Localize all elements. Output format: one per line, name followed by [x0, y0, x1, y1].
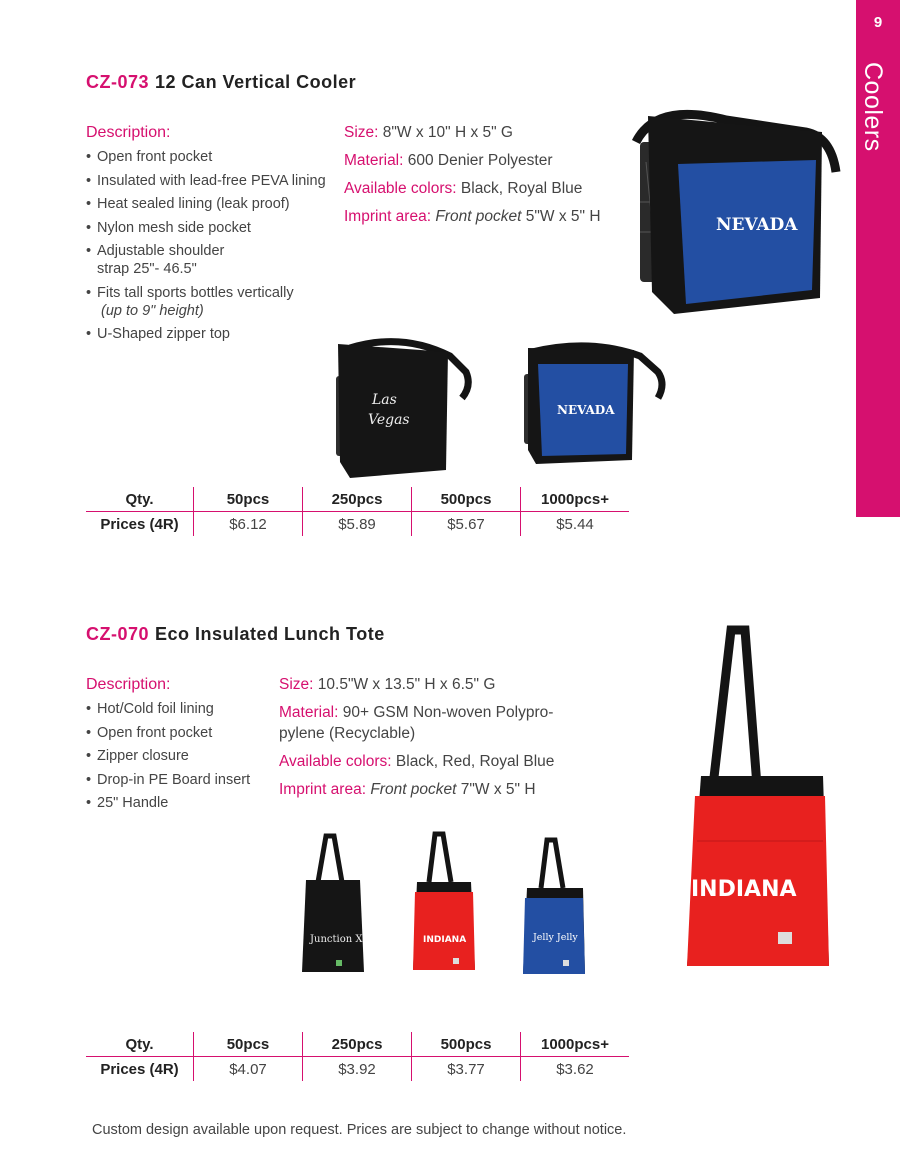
tote-handle [713, 630, 757, 786]
tote-main-image [683, 626, 833, 971]
price-label: Prices (4R) [100, 515, 179, 533]
page-number: 9 [873, 14, 883, 31]
product-name: 12 Can Vertical Cooler [155, 72, 357, 92]
price-table [86, 1032, 629, 1081]
recycle-icon [563, 960, 569, 966]
footer-note: Custom design available upon request. Prices are subject to change without notice. [92, 1122, 627, 1138]
recycle-icon [336, 960, 342, 966]
price-cell: $3.77 [412, 1057, 521, 1082]
price-cell: $5.89 [303, 512, 412, 537]
imprint-text: INDIANA [691, 877, 797, 902]
svg-text:INDIANA: INDIANA [423, 935, 467, 945]
spec-material: Material: 600 Denier Polyester [344, 152, 553, 169]
feature-item: • U-Shaped zipper top [86, 325, 337, 343]
tote-body [413, 892, 475, 970]
product-name: Eco Insulated Lunch Tote [155, 624, 385, 644]
qty-cell: 250pcs [303, 1032, 412, 1057]
qty-cell: 50pcs [194, 487, 303, 512]
svg-text:Vegas: Vegas [368, 412, 410, 428]
price-cell: $5.44 [521, 512, 630, 537]
spec-block [344, 122, 601, 234]
description-heading: Description: [86, 676, 171, 693]
cooler-main-image [626, 102, 848, 320]
price-cell: $3.92 [303, 1057, 412, 1082]
feature-list [86, 148, 337, 349]
tote-blue-image [521, 836, 589, 981]
feature-item: • Open front pocket [86, 148, 337, 166]
spec-imprint: Imprint area: Front pocket 5"W x 5" H [344, 208, 601, 225]
spec-colors: Available colors: Black, Royal Blue [344, 180, 583, 197]
qty-cell: 50pcs [194, 1032, 303, 1057]
spec-material: Material: 90+ GSM Non-woven Polypro- pylene (Recyclable) [279, 704, 554, 742]
feature-item [86, 242, 337, 278]
price-cell: $6.12 [194, 512, 303, 537]
cooler-blue-image [520, 344, 668, 468]
feature-item: • Zipper closure [86, 747, 337, 765]
spec-colors: Available colors: Black, Red, Royal Blue [279, 753, 555, 770]
spec-size: Size: 8"W x 10" H x 5" G [344, 124, 513, 141]
feature-item: • Drop-in PE Board insert [86, 771, 337, 789]
price-cell: $3.62 [521, 1057, 630, 1082]
feature-item: • Insulated with lead-free PEVA lining [86, 172, 337, 190]
feature-item: • Nylon mesh side pocket [86, 219, 337, 237]
qty-cell: 500pcs [412, 487, 521, 512]
qty-cell: 1000pcs+ [521, 1032, 630, 1057]
feature-item: • 25" Handle [86, 794, 337, 812]
cooler-black-image [332, 336, 472, 482]
description-heading: Description: [86, 124, 171, 141]
price-table [86, 487, 629, 536]
qty-label: Qty. [86, 1032, 194, 1057]
qty-label: Qty. [86, 487, 194, 512]
svg-text:Junction X: Junction X [310, 934, 363, 945]
feature-line: Adjustable shoulder [97, 243, 225, 259]
feature-item: • Hot/Cold foil lining [86, 700, 337, 718]
tote-black-image [300, 832, 368, 977]
product-title [86, 624, 385, 645]
qty-cell: 500pcs [412, 1032, 521, 1057]
tote-red-image [411, 830, 479, 975]
product-title [86, 72, 356, 93]
imprint-text: NEVADA [716, 215, 798, 235]
spec-block [279, 674, 554, 807]
feature-item [86, 284, 337, 320]
recycle-icon [778, 932, 792, 944]
cooler-body [338, 344, 448, 478]
section-label: Coolers [859, 62, 887, 152]
qty-cell: 250pcs [303, 487, 412, 512]
section-sidebar [856, 0, 900, 517]
feature-item: • Heat sealed lining (leak proof) [86, 195, 337, 213]
tote-body [302, 880, 364, 972]
recycle-icon [453, 958, 459, 964]
svg-text:Jelly Jelly: Jelly Jelly [533, 932, 578, 943]
feature-line: strap 25"- 46.5" [97, 261, 197, 277]
price-label: Prices (4R) [100, 1060, 179, 1078]
product-code: CZ-073 [86, 72, 150, 92]
svg-text:Las: Las [372, 392, 397, 408]
price-cell: $4.07 [194, 1057, 303, 1082]
feature-item: • Open front pocket [86, 724, 337, 742]
spec-size: Size: 10.5"W x 13.5" H x 6.5" G [279, 676, 496, 693]
feature-line: Fits tall sports bottles vertically [97, 284, 294, 301]
svg-text:NEVADA: NEVADA [557, 403, 615, 417]
price-cell: $5.67 [412, 512, 521, 537]
spec-imprint: Imprint area: Front pocket 7"W x 5" H [279, 781, 536, 798]
feature-note: (up to 9" height) [101, 302, 204, 319]
qty-cell: 1000pcs+ [521, 487, 630, 512]
product-code: CZ-070 [86, 624, 150, 644]
